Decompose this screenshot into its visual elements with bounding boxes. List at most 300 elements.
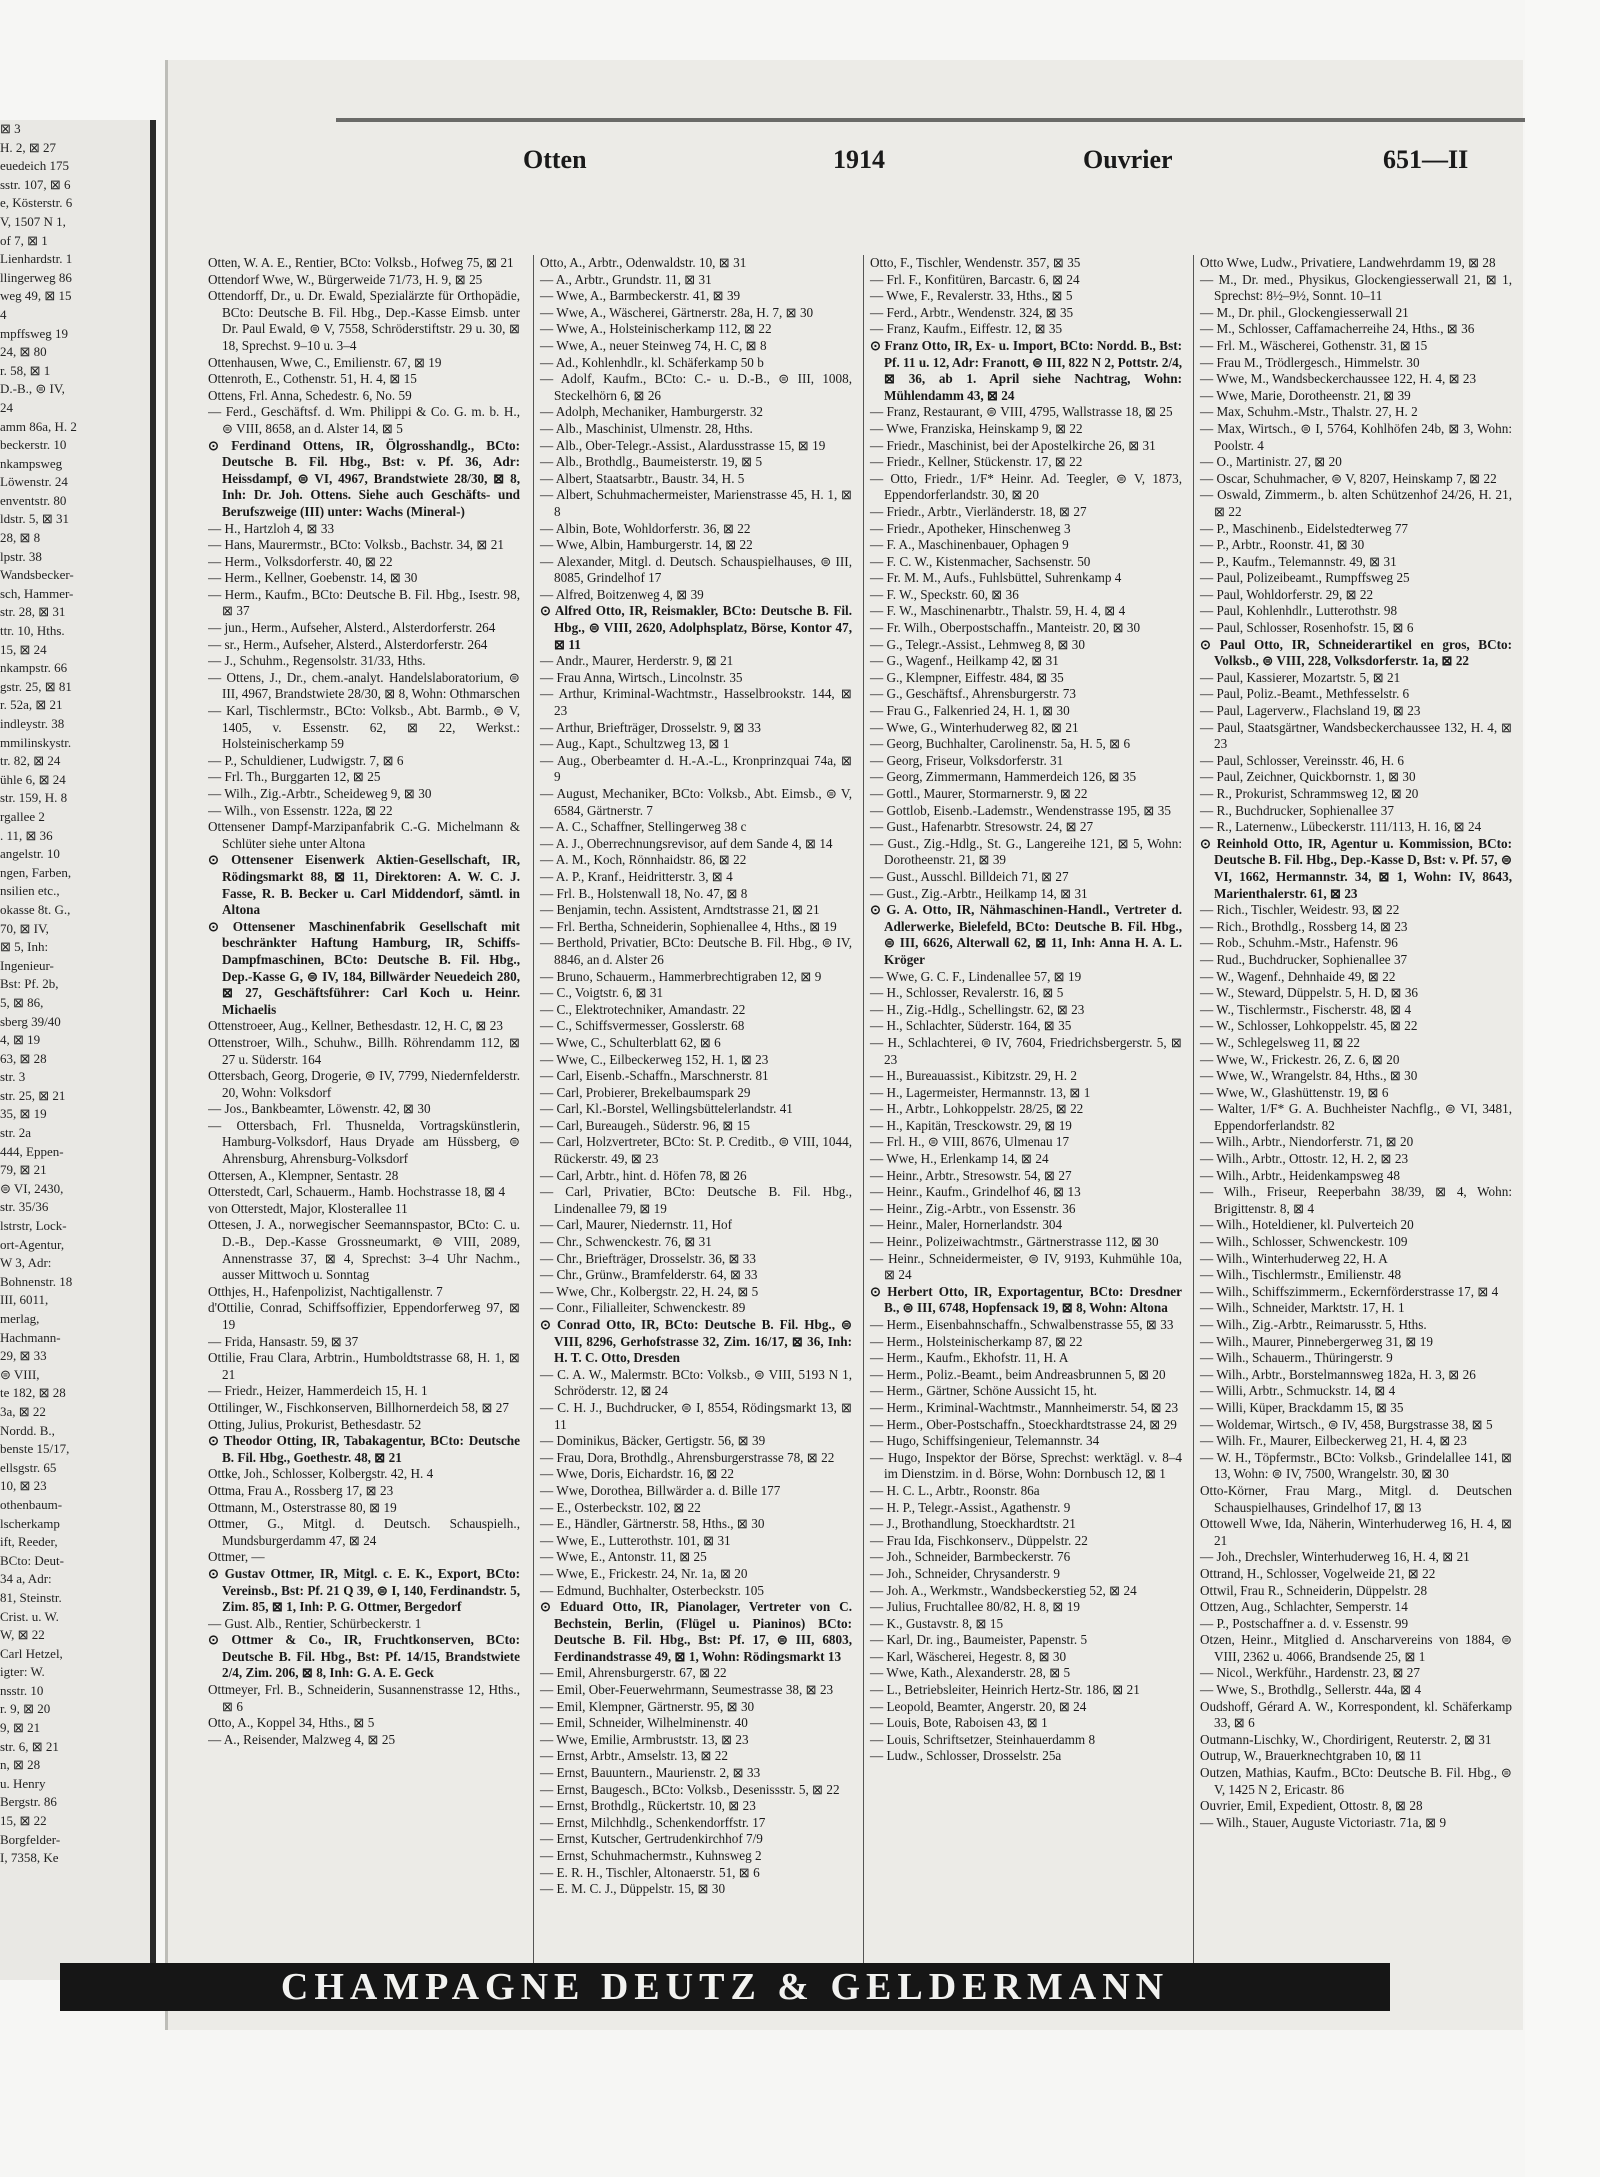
directory-entry: — Herm., Kaufm., Ekhofstr. 11, H. A — [870, 1350, 1069, 1366]
directory-entry: — Gust. Alb., Rentier, Schürbeckerstr. 1 — [208, 1615, 422, 1631]
directory-entry: — Dominikus, Bäcker, Gertigstr. 56, ⊠ 39 — [540, 1433, 766, 1449]
directory-entry: — Ernst, Schuhmachermstr., Kuhnsweg 2 — [540, 1848, 762, 1863]
directory-entry: Ottke, Joh., Schlosser, Kolbergstr. 42, H. 4 — [208, 1466, 434, 1482]
directory-entry: Ottma, Frau A., Rossberg 17, ⊠ 23 — [208, 1482, 394, 1498]
directory-entry: — Leopold, Beamter, Angerstr. 20, ⊠ 24 — [870, 1698, 1087, 1714]
directory-entry: — Gust., Hafenarbtr. Stresowstr. 24, ⊠ 27 — [870, 819, 1094, 835]
directory-entry: — Albert, Schuhmachermeister, Marienstrasse 45, H. 1, ⊠ 8 — [540, 487, 852, 519]
prev-page-line: Löwenstr. 24 — [0, 474, 68, 490]
prev-page-line: sberg 39/40 — [0, 1013, 61, 1029]
directory-entry: Otto, F., Tischler, Wendenstr. 357, ⊠ 35 — [870, 255, 1081, 270]
directory-entry: — G., Telegr.-Assist., Lehmweg 8, ⊠ 30 — [870, 636, 1085, 652]
prev-page-line: beckerstr. 10 — [0, 437, 67, 453]
directory-entry: Otto, A., Koppel 34, Hths., ⊠ 5 — [208, 1715, 375, 1731]
directory-entry: Outrup, W., Brauerknechtgraben 10, ⊠ 11 — [1200, 1748, 1422, 1764]
prev-page-line: ttr. 10, Hths. — [0, 623, 65, 639]
directory-entry: — Max, Wirtsch., ⊜ I, 5764, Kohlhöfen 24b, ⊠ 3, Wohn: Poolstr. 4 — [1200, 420, 1512, 453]
directory-entry: — P., Postschaffner a. d. v. Essenstr. 99 — [1200, 1615, 1409, 1631]
directory-entry: — Hugo, Schiffsingenieur, Telemannstr. 34 — [870, 1433, 1100, 1449]
prev-page-line: 79, ⊠ 21 — [0, 1162, 47, 1178]
directory-entry: — Wwe, A., Barmbeckerstr. 41, ⊠ 39 — [540, 288, 741, 304]
directory-entry: — A., Reisender, Malzweg 4, ⊠ 25 — [208, 1731, 396, 1747]
directory-entry: — Carl, Maurer, Niedernstr. 11, Hof — [540, 1217, 732, 1233]
directory-entry: — Wwe, M., Wandsbeckerchaussee 122, H. 4, ⊠ 23 — [1200, 371, 1477, 387]
prev-page-line: ühle 6, ⊠ 24 — [0, 771, 66, 787]
prev-page-line: . 11, ⊠ 36 — [0, 827, 53, 843]
directory-entry: Ottersen, A., Klempner, Sentastr. 28 — [208, 1167, 399, 1183]
prev-page-line: mmilinskystr. — [0, 734, 72, 750]
directory-entry: — Wwe, E., Antonstr. 11, ⊠ 25 — [540, 1549, 707, 1565]
directory-entry: — Aug., Kapt., Schultzweg 13, ⊠ 1 — [540, 736, 730, 752]
directory-entry: ⊙ Franz Otto, IR, Ex- u. Import, BCto: Nordd. B., Bst: Pf. 11 u. 12, Adr: Franott, ⊜ III, 822 N 2, Pottstr. 2/4, ⊠ 36, ab 1. April siehe Nachtrag, Wohn: Mühlendamm 43, ⊠ 24 — [870, 337, 1182, 403]
directory-entry: — Wilh., Arbtr., Ottostr. 12, H. 2, ⊠ 23 — [1200, 1151, 1409, 1167]
directory-entry: Ottenhausen, Wwe, C., Emilienstr. 67, ⊠ 19 — [208, 354, 442, 370]
directory-entry: Otzen, Heinr., Mitglied d. Anscharvereins von 1884, ⊜ VIII, 2362 u. 4066, Brandsende 25, ⊠ 1 — [1200, 1632, 1512, 1664]
directory-entry: — Frau Ida, Fischkonserv., Düppelstr. 22 — [870, 1532, 1088, 1548]
directory-entry: — Wilh., Arbtr., Borstelmannsweg 182a, H. 3, ⊠ 26 — [1200, 1366, 1476, 1382]
directory-entry: Outmann-Lischky, W., Chordirigent, Reuterstr. 2, ⊠ 31 — [1200, 1731, 1492, 1747]
directory-entry: — Friedr., Maschinist, bei der Apostelkirche 26, ⊠ 31 — [870, 437, 1156, 453]
directory-entry: Ottersbach, Georg, Drogerie, ⊜ IV, 7799, Niedernfelderstr. 20, Wohn: Volksdorf — [208, 1068, 520, 1100]
prev-page-line: of 7, ⊠ 1 — [0, 232, 48, 248]
directory-entry: Otten, W. A. E., Rentier, BCto: Volksb., Hofweg 75, ⊠ 21 — [208, 255, 514, 270]
directory-entry: Ottowell Wwe, Ida, Näherin, Winterhuderweg 16, H. 4, ⊠ 21 — [1200, 1516, 1512, 1548]
directory-entry: — Otto, Friedr., 1/F* Heinr. Ad. Teegler, ⊜ V, 1873, Eppendorferlandstr. 30, ⊠ 20 — [870, 470, 1182, 503]
directory-entry: Ottens, Frl. Anna, Schedestr. 6, No. 59 — [208, 387, 412, 403]
scan-margin — [1525, 0, 1600, 2177]
directory-entry: — Carl, Holzvertreter, BCto: St. P. Creditb., ⊜ VIII, 1044, Rückerstr. 49, ⊠ 23 — [540, 1134, 852, 1167]
directory-entry: — Frau M., Trödlergesch., Himmelstr. 30 — [1200, 354, 1420, 370]
directory-entry: — Herm., Volksdorferstr. 40, ⊠ 22 — [208, 553, 393, 569]
prev-page-line: Hachmann- — [0, 1329, 61, 1345]
prev-page-line: gstr. 25, ⊠ 81 — [0, 678, 72, 694]
directory-entry: — Carl, Eisenb.-Schaffn., Marschnerstr. 81 — [540, 1068, 769, 1084]
header-year: 1914 — [833, 145, 885, 174]
directory-entry: — Frau, Dora, Brothdlg., Ahrensburgerstrasse 78, ⊠ 22 — [540, 1449, 835, 1465]
directory-entry: — Alexander, Mitgl. d. Deutsch. Schauspielhauses, ⊜ III, 8085, Grindelhof 17 — [540, 553, 852, 586]
directory-entry: Ottmann, M., Osterstrasse 80, ⊠ 19 — [208, 1499, 397, 1515]
prev-page-line: W 3, Adr: — [0, 1255, 52, 1271]
directory-entry: — H., Lagermeister, Hermannstr. 13, ⊠ 1 — [870, 1084, 1091, 1100]
directory-entry: — Frau Anna, Wirtsch., Lincolnstr. 35 — [540, 669, 743, 685]
prev-page-line: H. 2, ⊠ 27 — [0, 139, 57, 155]
directory-entry: — Rich., Brothdlg., Rossberg 14, ⊠ 23 — [1200, 918, 1408, 934]
directory-entry: — Georg, Zimmermann, Hammerdeich 126, ⊠ 35 — [870, 769, 1137, 785]
prev-page-line: benste 15/17, — [0, 1441, 70, 1457]
prev-page-line: 35, ⊠ 19 — [0, 1106, 47, 1122]
directory-entry: ⊙ Paul Otto, IR, Schneiderartikel en gros, BCto: Volksb., ⊜ VIII, 228, Volksdorferstr. 1a, ⊠ 22 — [1200, 636, 1512, 669]
directory-entry: — Adolph, Mechaniker, Hamburgerstr. 32 — [540, 404, 764, 420]
header-first-entry: Otten — [523, 145, 587, 174]
prev-page-line: euedeich 175 — [0, 158, 69, 174]
directory-entry: — Berthold, Privatier, BCto: Deutsche B. Fil. Hbg., ⊜ IV, 8846, an d. Alster 26 — [540, 935, 852, 967]
directory-entry: — Adolf, Kaufm., BCto: C.- u. D.-B., ⊜ III, 1008, Steckelhörn 6, ⊠ 26 — [540, 371, 852, 403]
directory-entry: — Wwe, A., Wäscherei, Gärtnerstr. 28a, H. 7, ⊠ 30 — [540, 304, 814, 320]
prev-page-line: 29, ⊠ 33 — [0, 1348, 47, 1364]
prev-page-line: llingerweg 86 — [0, 269, 72, 285]
prev-page-line: lpstr. 38 — [0, 548, 42, 564]
directory-entry: — Wwe, G., Winterhuderweg 82, ⊠ 21 — [870, 719, 1079, 735]
header-last-entry: Ouvrier — [1083, 145, 1173, 174]
directory-entry: — Gottlob, Eisenb.-Lademstr., Wendenstrasse 195, ⊠ 35 — [870, 802, 1171, 818]
directory-entry: — W. H., Töpfermstr., BCto: Volksb., Grindelallee 141, ⊠ 13, Wohn: ⊜ IV, 7500, Wrangelstr. 30, ⊠ 30 — [1200, 1449, 1512, 1482]
prev-page-line: D.-B., ⊜ IV, — [0, 381, 65, 397]
prev-page-line: tr. 82, ⊠ 24 — [0, 753, 61, 769]
prev-page-line: 9, ⊠ 21 — [0, 1720, 41, 1736]
directory-entry: — W., Schlosser, Lohkoppelstr. 45, ⊠ 22 — [1200, 1018, 1418, 1034]
directory-entry: Ottenstroer, Wilh., Schuhw., Billh. Röhrendamm 112, ⊠ 27 u. Süderstr. 164 — [208, 1034, 520, 1067]
directory-entry: — H., Schlachterei, ⊜ IV, 7604, Friedrichsbergerstr. 5, ⊠ 23 — [870, 1034, 1182, 1067]
directory-entry: ⊙ Gustav Ottmer, IR, Mitgl. c. E. K., Export, BCto: Vereinsb., Bst: Pf. 21 Q 39, ⊜ I, 140, Ferdinandstr. 5, Zim. 85, ⊠ 1, Inh: P. G. Ottmer, Bergedorf — [208, 1565, 520, 1615]
directory-entry: — Gust., Zig.-Hdlg., St. G., Langereihe 121, ⊠ 5, Wohn: Dorotheenstr. 21, ⊠ 39 — [870, 835, 1182, 868]
directory-entry: — Ludw., Schlosser, Drosselstr. 25a — [870, 1748, 1062, 1764]
prev-page-line: 5, ⊠ 86, — [0, 994, 44, 1010]
directory-entry: — J., Brothandlung, Stoeckhardtstr. 21 — [870, 1516, 1076, 1532]
prev-page-line: 24 — [0, 399, 13, 415]
directory-entry: — Wwe, A., Holsteinischerkamp 112, ⊠ 22 — [540, 321, 772, 337]
directory-entry: — W., Schlegelsweg 11, ⊠ 22 — [1200, 1034, 1361, 1050]
directory-entry: — Chr., Briefträger, Drosselstr. 36, ⊠ 33 — [540, 1250, 756, 1266]
directory-entry: — H., Bureauassist., Kibitzstr. 29, H. 2 — [870, 1068, 1077, 1084]
directory-entry: — Georg, Buchhalter, Carolinenstr. 5a, H. 5, ⊠ 6 — [870, 736, 1131, 752]
prev-page-line: Bergstr. 86 — [0, 1794, 57, 1810]
directory-entry: — Herm., Kellner, Goebenstr. 14, ⊠ 30 — [208, 570, 418, 586]
column-1 — [208, 255, 523, 2010]
directory-entry: — H., Zig.-Hdlg., Schellingstr. 62, ⊠ 23 — [870, 1001, 1085, 1017]
directory-page — [165, 60, 1523, 2030]
prev-page-line: Crist. u. W. — [0, 1608, 59, 1624]
directory-entry: — E., Osterbeckstr. 102, ⊠ 22 — [540, 1499, 701, 1515]
prev-page-line: 4, ⊠ 19 — [0, 1032, 41, 1048]
prev-page-line: str. 3 — [0, 1069, 26, 1085]
directory-entry: — R., Laternenw., Lübeckerstr. 111/113, H. 16, ⊠ 24 — [1200, 819, 1482, 835]
directory-entry: — Alb., Brothdlg., Baumeisterstr. 19, ⊠ 5 — [540, 454, 763, 470]
directory-entry: — Karl, Dr. ing., Baumeister, Papenstr. 5 — [870, 1632, 1088, 1648]
prev-page-line: str. 2a — [0, 1125, 32, 1141]
directory-entry: — F. W., Maschinenarbtr., Thalstr. 59, H. 4, ⊠ 4 — [870, 603, 1126, 619]
directory-entry: — Alfred, Boitzenweg 4, ⊠ 39 — [540, 586, 704, 602]
prev-page-line: ellsgstr. 65 — [0, 1459, 57, 1475]
directory-entry: — Chr., Grünw., Bramfelderstr. 64, ⊠ 33 — [540, 1267, 758, 1283]
directory-entry: — H., Hartzloh 4, ⊠ 33 — [208, 520, 335, 536]
prev-page-line: 15, ⊠ 24 — [0, 641, 47, 657]
directory-entry: ⊙ G. A. Otto, IR, Nähmaschinen-Handl., Vertreter d. Adlerwerke, Bielefeld, BCto: Deutsche B. Fil. Hbg., ⊜ III, 6626, Alterwall 62, ⊠ 11, Inh: Anna H. A. L. Kröger — [870, 902, 1182, 967]
directory-entry: — Paul, Lagerverw., Flachsland 19, ⊠ 23 — [1200, 703, 1421, 719]
directory-entry: — Willi, Küper, Brackdamm 15, ⊠ 35 — [1200, 1399, 1404, 1415]
directory-entry: Ottendorf Wwe, W., Bürgerweide 71/73, H. 9, ⊠ 25 — [208, 271, 483, 287]
prev-page-line: str. 28, ⊠ 31 — [0, 604, 66, 620]
directory-entry: — Emil, Ober-Feuerwehrmann, Seumestrasse 38, ⊠ 23 — [540, 1682, 834, 1698]
directory-entry: ⊙ Ferdinand Ottens, IR, Ölgrosshandlg., BCto: Deutsche B. Fil. Hbg., Bst: v. Pf. 36, Adr: Heissdampf, ⊜ VI, 4967, Brandstwiete 28/30, ⊠ 8, Inh: Dr. Joh. Ottens. Siehe auch Geschäfts- und Berufszweige (III) unter: Wachs (Mineral-) — [208, 437, 520, 519]
directory-entry: ⊙ Theodor Otting, IR, Tabakagentur, BCto: Deutsche B. Fil. Hbg., Goethestr. 48, ⊠ 21 — [208, 1433, 520, 1465]
prev-page-line: Bohnenstr. 18 — [0, 1273, 73, 1289]
directory-entry: — Franz, Kaufm., Eiffestr. 12, ⊠ 35 — [870, 321, 1063, 337]
directory-entry: — Ernst, Baugesch., BCto: Volksb., Desenissstr. 5, ⊠ 22 — [540, 1781, 840, 1797]
previous-page-edge — [0, 120, 156, 1980]
directory-entry: — Julius, Fruchtallee 80/82, H. 8, ⊠ 19 — [870, 1599, 1080, 1615]
directory-entry: — Heinr., Arbtr., Stresowstr. 54, ⊠ 27 — [870, 1167, 1072, 1183]
directory-entry: ⊙ Conrad Otto, IR, BCto: Deutsche B. Fil. Hbg., ⊜ VIII, 8296, Gerhofstrasse 32, Zim. 16/17, ⊠ 36, Inh: H. T. C. Otto, Dresden — [540, 1317, 852, 1366]
directory-entry: — F. W., Speckstr. 60, ⊠ 36 — [870, 586, 1019, 602]
directory-entry: — O., Martinistr. 27, ⊠ 20 — [1200, 454, 1342, 470]
directory-entry: — Wilh., Tischlermstr., Emilienstr. 48 — [1200, 1267, 1402, 1283]
directory-entry: — Rud., Buchdrucker, Sophienallee 37 — [1200, 951, 1408, 967]
prev-page-line: V, 1507 N 1, — [0, 213, 66, 229]
directory-entry: — Paul, Schlosser, Vereinsstr. 46, H. 6 — [1200, 752, 1404, 768]
directory-entry: von Otterstedt, Major, Klosterallee 11 — [208, 1200, 408, 1216]
directory-entry: — Ottens, J., Dr., chem.-analyt. Handelslaboratorium, ⊜ III, 4967, Brandstwiete 28/30, ⊠ 8, Wohn: Othmarschen — [208, 669, 520, 702]
directory-entry: — Gust., Zig.-Arbtr., Heilkamp 14, ⊠ 31 — [870, 885, 1088, 901]
directory-entry: — C., Elektrotechniker, Amandastr. 22 — [540, 1001, 746, 1017]
directory-entry: — G., Wagenf., Heilkamp 42, ⊠ 31 — [870, 653, 1059, 669]
directory-entry: ⊙ Alfred Otto, IR, Reismakler, BCto: Deutsche B. Fil. Hbg., ⊜ VIII, 2620, Adolphsplatz, Börse, Kontor 47, ⊠ 11 — [540, 603, 852, 652]
prev-page-line: 28, ⊠ 8 — [0, 530, 41, 546]
directory-entry: — Wilh., Hoteldiener, kl. Pulverteich 20 — [1200, 1217, 1414, 1233]
directory-entry: — Wwe, C., Eilbeckerweg 152, H. 1, ⊠ 23 — [540, 1051, 769, 1067]
directory-entry: — Wwe, W., Glashüttenstr. 19, ⊠ 6 — [1200, 1084, 1389, 1100]
directory-entry: — J., Schuhm., Regensolstr. 31/33, Hths. — [208, 653, 426, 669]
directory-entry: — M., Dr. med., Physikus, Glockengiesserwall 21, ⊠ 1, Sprechst: 8½–9½, Sonnt. 10–11 — [1200, 271, 1512, 304]
directory-entry: — Andr., Maurer, Herderstr. 9, ⊠ 21 — [540, 653, 734, 669]
directory-entry: — Ernst, Kutscher, Gertrudenkirchhof 7/9 — [540, 1831, 763, 1847]
directory-entry: — Gust., Ausschl. Billdeich 71, ⊠ 27 — [870, 868, 1069, 884]
directory-entry: — Frl. B., Holstenwall 18, No. 47, ⊠ 8 — [540, 885, 748, 901]
prev-page-line: enventstr. 80 — [0, 492, 67, 508]
prev-page-line: Wandsbecker- — [0, 567, 74, 583]
directory-entry: — Paul, Poliz.-Beamt., Methfesselstr. 6 — [1200, 686, 1410, 702]
directory-entry: — Paul, Schlosser, Rosenhofstr. 15, ⊠ 6 — [1200, 620, 1414, 636]
directory-entry: — G., Klempner, Eiffestr. 484, ⊠ 35 — [870, 669, 1064, 685]
directory-entry: — Wwe, Chr., Kolbergstr. 22, H. 24, ⊠ 5 — [540, 1283, 759, 1299]
directory-entry: — Carl, Kl.-Borstel, Wellingsbüttelerlandstr. 41 — [540, 1101, 793, 1117]
prev-page-line: r. 58, ⊠ 1 — [0, 362, 51, 378]
directory-entry: — Woldemar, Wirtsch., ⊜ IV, 458, Burgstrasse 38, ⊠ 5 — [1200, 1416, 1493, 1432]
directory-entry: — Ernst, Brothdlg., Rückertstr. 10, ⊠ 23 — [540, 1798, 756, 1814]
prev-page-line: ldstr. 5, ⊠ 31 — [0, 511, 70, 527]
directory-entry: Ottrand, H., Schlosser, Vogelweide 21, ⊠ 22 — [1200, 1565, 1436, 1581]
directory-entry: — Bruno, Schauerm., Hammerbrechtigraben 12, ⊠ 9 — [540, 968, 822, 984]
directory-entry: — Fr. Wilh., Oberpostschaffn., Manteistr. 20, ⊠ 30 — [870, 620, 1141, 636]
directory-entry: — Wwe, Doris, Eichardstr. 16, ⊠ 22 — [540, 1466, 734, 1482]
directory-entry: — Heinr., Zig.-Arbtr., von Essenstr. 36 — [870, 1200, 1076, 1216]
prev-page-line: str. 159, H. 8 — [0, 790, 68, 806]
directory-entry: — Wwe, Franziska, Heinskamp 9, ⊠ 22 — [870, 420, 1083, 436]
directory-entry: — Herm., Holsteinischerkamp 87, ⊠ 22 — [870, 1333, 1083, 1349]
directory-entry: — Conr., Filialleiter, Schwenckestr. 89 — [540, 1300, 746, 1316]
directory-entry: Ottendorff, Dr., u. Dr. Ewald, Spezialärzte für Orthopädie, BCto: Deutsche B. Fil. Hbg., Dep.-Kasse Eimsb. unter Dr. Paul Ewald, ⊜ V, 7558, Schröderstiftstr. 29 u. 30, ⊠ 18, Sprechst. 9–10 u. 3–4 — [208, 288, 520, 353]
directory-entry: — Paul, Wohldorferstr. 29, ⊠ 22 — [1200, 586, 1374, 602]
directory-entry: — Wwe, F., Revalerstr. 33, Hths., ⊠ 5 — [870, 288, 1073, 304]
prev-page-line: Nordd. B., — [0, 1422, 55, 1438]
directory-entry: — Benjamin, techn. Assistent, Arndtstrasse 21, ⊠ 21 — [540, 902, 820, 918]
directory-entry: — Wilh., Schiffszimmerm., Eckernförderstrasse 17, ⊠ 4 — [1200, 1283, 1499, 1299]
directory-entry: — P., Kaufm., Telemannstr. 49, ⊠ 31 — [1200, 553, 1397, 569]
directory-entry: — Heinr., Polizeiwachtmstr., Gärtnerstrasse 112, ⊠ 30 — [870, 1234, 1159, 1250]
page-header — [178, 145, 1518, 179]
directory-entry: ⊙ Ottensener Eisenwerk Aktien-Gesellschaft, IR, Rödingsmarkt 88, ⊠ 11, Direktoren: A. W. C. J. Fasse, R. B. Becker u. Carl Middendorf, sämtl. in Altona — [208, 852, 520, 918]
prev-page-line: indleystr. 38 — [0, 716, 65, 731]
directory-entry: — Herm., Gärtner, Schöne Aussicht 15, ht. — [870, 1383, 1097, 1399]
directory-entry: — Ferd., Arbtr., Wendenstr. 324, ⊠ 35 — [870, 304, 1074, 320]
prev-page-line: Ingenieur- — [0, 957, 54, 973]
directory-entry: — Carl, Probierer, Brekelbaumspark 29 — [540, 1084, 751, 1100]
directory-entry: — H., Schlachter, Süderstr. 164, ⊠ 35 — [870, 1018, 1072, 1034]
prev-page-line: 4 — [0, 306, 7, 322]
directory-entry: — H., Kapitän, Tresckowstr. 29, ⊠ 19 — [870, 1117, 1072, 1133]
directory-entry: — Carl, Arbtr., hint. d. Höfen 78, ⊠ 26 — [540, 1167, 747, 1183]
directory-entry: — Wwe, E., Lutterothstr. 101, ⊠ 31 — [540, 1532, 731, 1548]
prev-page-line: 10, ⊠ 23 — [0, 1478, 47, 1494]
directory-entry: — Wwe, G. C. F., Lindenallee 57, ⊠ 19 — [870, 968, 1082, 984]
prev-page-line: ⊜ VIII, — [0, 1366, 40, 1382]
directory-entry: — Wwe, S., Brothdlg., Sellerstr. 44a, ⊠ 4 — [1200, 1682, 1422, 1698]
directory-entry: — Frl. H., ⊜ VIII, 8676, Ulmenau 17 — [870, 1134, 1070, 1150]
directory-entry: — Wwe, C., Schulterblatt 62, ⊠ 6 — [540, 1034, 721, 1050]
directory-entry: — Herm., Eisenbahnschaffn., Schwalbenstrasse 55, ⊠ 33 — [870, 1317, 1174, 1332]
directory-entry: — Wilh., Arbtr., Heidenkampsweg 48 — [1200, 1167, 1400, 1183]
directory-entry: — Wilh., von Essenstr. 122a, ⊠ 22 — [208, 802, 393, 818]
prev-page-line: ort-Agentur, — [0, 1236, 65, 1252]
directory-entry: — Wilh., Schauerm., Thüringerstr. 9 — [1200, 1350, 1393, 1366]
prev-page-line: 63, ⊠ 28 — [0, 1050, 47, 1066]
directory-entry: — Wwe, Emilie, Armbruststr. 13, ⊠ 23 — [540, 1731, 749, 1747]
directory-entry: — P., Maschinenb., Eidelstedterweg 77 — [1200, 520, 1409, 536]
prev-page-line: str. 25, ⊠ 21 — [0, 1087, 66, 1103]
prev-page-line: 70, ⊠ IV, — [0, 920, 49, 936]
directory-entry: — F. A., Maschinenbauer, Ophagen 9 — [870, 537, 1069, 553]
directory-entry: — M., Schlosser, Caffamacherreihe 24, Hths., ⊠ 36 — [1200, 321, 1475, 337]
directory-entry: — R., Prokurist, Schrammsweg 12, ⊠ 20 — [1200, 786, 1419, 801]
prev-page-line: str. 6, ⊠ 21 — [0, 1738, 59, 1754]
directory-entry: — Jos., Bankbeamter, Löwenstr. 42, ⊠ 30 — [208, 1101, 431, 1117]
directory-entry: — Heinr., Kaufm., Grindelhof 46, ⊠ 13 — [870, 1184, 1081, 1200]
directory-entry: — C. A. W., Malermstr. BCto: Volksb., ⊜ VIII, 5193 N 1, Schröderstr. 12, ⊠ 24 — [540, 1366, 852, 1399]
prev-page-line: igter: W. — [0, 1664, 45, 1680]
directory-entry: Otterstedt, Carl, Schauerm., Hamb. Hochstrasse 18, ⊠ 4 — [208, 1184, 506, 1200]
directory-entry: — W., Tischlermstr., Fischerstr. 48, ⊠ 4 — [1200, 1001, 1412, 1017]
directory-entry: — P., Schuldiener, Ludwigstr. 7, ⊠ 6 — [208, 752, 404, 768]
prev-page-line: r. 52a, ⊠ 21 — [0, 697, 63, 713]
directory-entry: — Wilh., Arbtr., Niendorferstr. 71, ⊠ 20 — [1200, 1134, 1414, 1150]
prev-page-line: r. 9, ⊠ 20 — [0, 1701, 51, 1717]
directory-entry: — Rob., Schuhm.-Mstr., Hafenstr. 96 — [1200, 935, 1398, 951]
directory-entry: — Paul, Polizeibeamt., Rumpffsweg 25 — [1200, 570, 1410, 586]
directory-entry: Ottenroth, E., Cothenstr. 51, H. 4, ⊠ 15 — [208, 371, 417, 387]
directory-entry: — Wilh., Schneider, Marktstr. 17, H. 1 — [1200, 1300, 1405, 1316]
directory-entry: — Paul, Staatsgärtner, Wandsbeckerchaussee 132, H. 4, ⊠ 23 — [1200, 719, 1512, 752]
directory-entry: Otting, Julius, Prokurist, Bethesdastr. 52 — [208, 1416, 422, 1432]
directory-entry: — Alb., Ober-Telegr.-Assist., Alardusstrasse 15, ⊠ 19 — [540, 437, 826, 453]
directory-entry: — L., Betriebsleiter, Heinrich Hertz-Str. 186, ⊠ 21 — [870, 1682, 1140, 1698]
directory-entry: — A. J., Oberrechnungsrevisor, auf dem Sande 4, ⊠ 14 — [540, 835, 833, 851]
page-number: 651—II — [1383, 145, 1469, 174]
directory-entry: Oudshoff, Gérard A. W., Korrespondent, kl. Schäferkamp 33, ⊠ 6 — [1200, 1698, 1512, 1731]
prev-page-line: BCto: Deut- — [0, 1552, 64, 1568]
directory-entry: Ottilie, Frau Clara, Arbtrin., Humboldtstrasse 68, H. 1, ⊠ 21 — [208, 1350, 520, 1382]
prev-page-line: nkampstr. 66 — [0, 660, 68, 676]
directory-entry: — Wwe, Albin, Hamburgerstr. 14, ⊠ 22 — [540, 537, 753, 553]
prev-page-line: merlag, — [0, 1311, 40, 1326]
directory-entry: — Hans, Maurermstr., BCto: Volksb., Bachstr. 34, ⊠ 21 — [208, 537, 504, 553]
directory-entry: — Paul, Kassierer, Mozartstr. 5, ⊠ 21 — [1200, 669, 1401, 685]
directory-entry: — A. M., Koch, Rönnhaidstr. 86, ⊠ 22 — [540, 852, 747, 868]
directory-entry: — Rich., Tischler, Weidestr. 93, ⊠ 22 — [1200, 902, 1400, 918]
prev-page-line: othenbaum- — [0, 1496, 63, 1512]
directory-entry: Ottesen, J. A., norwegischer Seemannspastor, BCto: C. u. D.-B., Dep.-Kasse Grossneumarkt, ⊜ VIII, 2089, Annenstrasse 37, ⊠ 4, Sprechst: 3–4 Uhr Nachm., ausser Mittwoch u. Sonntag — [208, 1217, 520, 1283]
directory-entry: — Heinr., Schneidermeister, ⊜ IV, 9193, Kuhmühle 10a, ⊠ 24 — [870, 1250, 1182, 1283]
directory-entry: — August, Mechaniker, BCto: Volksb., Abt. Eimsb., ⊜ V, 6584, Gärtnerstr. 7 — [540, 786, 852, 818]
directory-entry: — Ferd., Geschäftsf. d. Wm. Philippi & Co. G. m. b. H., ⊜ VIII, 8658, an d. Alster 14, ⊠ 5 — [208, 404, 520, 436]
directory-entry: — Herm., Kriminal-Wachtmstr., Mannheimerstr. 54, ⊠ 23 — [870, 1399, 1179, 1415]
directory-entry: — Paul, Kohlenhdlr., Lutterothstr. 98 — [1200, 603, 1398, 619]
directory-entry: Otto-Körner, Frau Marg., Mitgl. d. Deutschen Schauspielhauses, Grindelhof 17, ⊠ 13 — [1200, 1482, 1512, 1515]
directory-entry: — Joh., Drechsler, Winterhuderweg 16, H. 4, ⊠ 21 — [1200, 1549, 1470, 1565]
directory-entry: — Herm., Kaufm., BCto: Deutsche B. Fil. Hbg., Isestr. 98, ⊠ 37 — [208, 586, 520, 619]
directory-entry: — G., Geschäftsf., Ahrensburgerstr. 73 — [870, 686, 1076, 702]
directory-entry: — W., Wagenf., Dehnhaide 49, ⊠ 22 — [1200, 968, 1396, 984]
prev-page-line: angelstr. 10 — [0, 846, 60, 862]
directory-entry: — Emil, Ahrensburgerstr. 67, ⊠ 22 — [540, 1665, 727, 1681]
column-4 — [1193, 255, 1515, 2010]
prev-page-line: n, ⊠ 28 — [0, 1757, 41, 1773]
prev-page-line: sstr. 107, ⊠ 6 — [0, 176, 71, 192]
directory-entry: — Joh. A., Werkmstr., Wandsbeckerstieg 52, ⊠ 24 — [870, 1582, 1137, 1598]
directory-entry: — E. R. H., Tischler, Altonaerstr. 51, ⊠ 6 — [540, 1864, 760, 1880]
directory-entry: — Nicol., Werkführ., Hardenstr. 23, ⊠ 27 — [1200, 1665, 1420, 1681]
directory-entry: Otto, A., Arbtr., Odenwaldstr. 10, ⊠ 31 — [540, 255, 747, 270]
prev-page-line: amm 86a, H. 2 — [0, 418, 77, 434]
directory-entry: — W., Steward, Düppelstr. 5, H. D, ⊠ 36 — [1200, 985, 1419, 1001]
directory-entry: — Herm., Poliz.-Beamt., beim Andreasbrunnen 5, ⊠ 20 — [870, 1366, 1166, 1382]
directory-entry: — Wilh., Stauer, Auguste Victoriastr. 71a, ⊠ 9 — [1200, 1814, 1447, 1830]
directory-entry: — Chr., Schwenckestr. 76, ⊠ 31 — [540, 1234, 712, 1250]
directory-entry: — E. M. C. J., Düppelstr. 15, ⊠ 30 — [540, 1881, 726, 1897]
directory-entry: — jun., Herm., Aufseher, Alsterd., Alsterdorferstr. 264 — [208, 620, 496, 636]
prev-page-line: 34 a, Adr: — [0, 1571, 52, 1587]
prev-page-line: lscherkamp — [0, 1515, 60, 1531]
prev-page-line: str. 35/36 — [0, 1199, 49, 1215]
directory-entry: — Wwe, W., Frickestr. 26, Z. 6, ⊠ 20 — [1200, 1051, 1400, 1067]
directory-entry: — Friedr., Arbtr., Vierländerstr. 18, ⊠ 27 — [870, 503, 1087, 519]
directory-entry: — Gottl., Maurer, Stormarnerstr. 9, ⊠ 22 — [870, 786, 1088, 801]
directory-entry: — M., Dr. phil., Glockengiesserwall 21 — [1200, 304, 1409, 320]
prev-page-line: nkampsweg — [0, 455, 63, 471]
page-top-border — [336, 118, 1600, 122]
directory-entry: — Ernst, Milchhdlg., Schenkendorffstr. 17 — [540, 1814, 766, 1830]
directory-entry: Ottwil, Frau R., Schneiderin, Düppelstr. 28 — [1200, 1582, 1428, 1598]
directory-entry: — Friedr., Kellner, Stückenstr. 17, ⊠ 22 — [870, 454, 1083, 470]
prev-page-line: Lienhardstr. 1 — [0, 251, 73, 267]
column-3 — [863, 255, 1185, 2010]
prev-page-line: te 182, ⊠ 28 — [0, 1385, 66, 1401]
directory-entry: — Friedr., Apotheker, Hinschenweg 3 — [870, 520, 1071, 536]
prev-page-line: nsilien etc., — [0, 883, 60, 899]
directory-entry: — Wilh., Zig.-Arbtr., Scheideweg 9, ⊠ 30 — [208, 786, 432, 801]
prev-page-line: Bst: Pf. 2b, — [0, 976, 59, 992]
directory-columns — [208, 255, 1512, 2015]
directory-entry: — Frl. Bertha, Schneiderin, Sophienallee 4, Hths., ⊠ 19 — [540, 918, 837, 934]
directory-entry: — Wwe, E., Frickestr. 24, Nr. 1a, ⊠ 20 — [540, 1565, 748, 1581]
directory-entry: — Walter, 1/F* G. A. Buchheister Nachflg., ⊜ VI, 3481, Eppendorferlandstr. 82 — [1200, 1101, 1512, 1133]
directory-entry: — Wilh., Winterhuderweg 22, H. A — [1200, 1250, 1388, 1266]
directory-entry: — Hugo, Inspektor der Börse, Sprechst: werktägl. v. 8–4 im Dienstzim. in d. Börse, Wohn: Dornbusch 12, ⊠ 1 — [870, 1449, 1182, 1482]
directory-entry: — F. C. W., Kistenmacher, Sachsenstr. 50 — [870, 553, 1091, 569]
prev-page-line: weg 49, ⊠ 15 — [0, 288, 72, 304]
directory-entry: — Wwe, A., neuer Steinweg 74, H. C, ⊠ 8 — [540, 337, 767, 353]
directory-entry: — Oscar, Schuhmacher, ⊜ V, 8207, Heinskamp 7, ⊠ 22 — [1200, 470, 1497, 486]
directory-entry: Ottmer, G., Mitgl. d. Deutsch. Schauspielh., Mundsburgerdamm 47, ⊠ 24 — [208, 1516, 520, 1548]
directory-entry: — Louis, Bote, Raboisen 43, ⊠ 1 — [870, 1715, 1048, 1731]
